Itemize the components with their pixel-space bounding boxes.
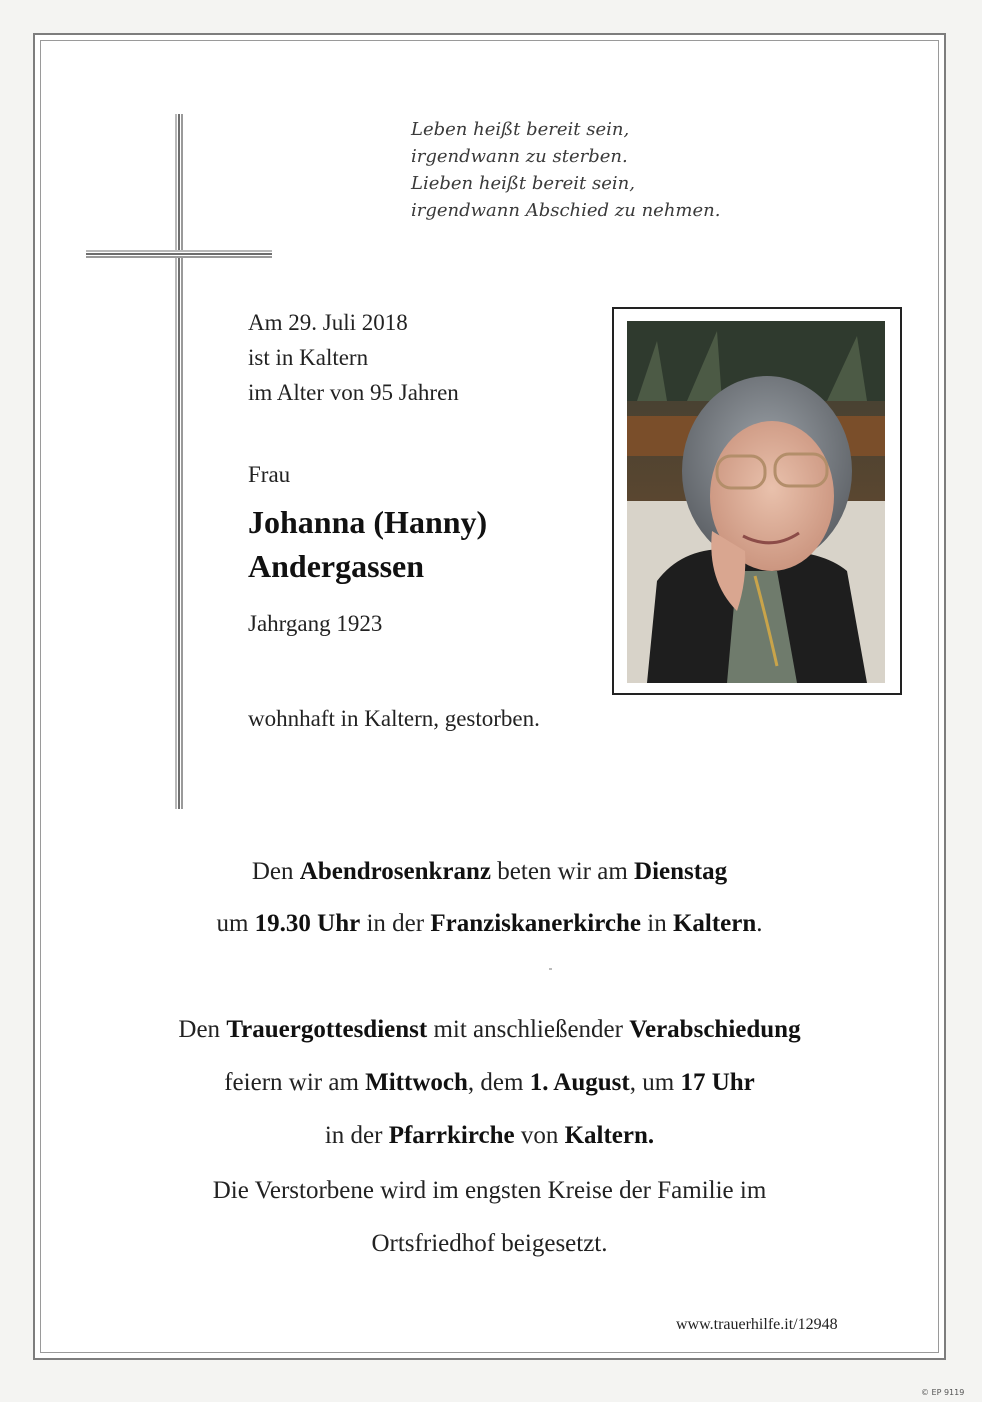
service-line-1 xyxy=(40,1016,939,1044)
portrait-image xyxy=(627,321,885,683)
text: , dem xyxy=(467,1069,530,1096)
death-date: Am 29. Juli 2018 xyxy=(248,310,408,335)
quote-line: irgendwann zu sterben. xyxy=(411,146,628,167)
cross-icon xyxy=(175,114,183,809)
deceased-name xyxy=(248,500,487,588)
print-code: © EP 9119 xyxy=(921,1388,965,1397)
event-farewell: Verabschiedung xyxy=(629,1016,801,1043)
event-church: Franziskanerkirche xyxy=(430,910,641,937)
quote-line: Leben heißt bereit sein, xyxy=(411,119,630,140)
website-link[interactable]: www.trauerhilfe.it/12948 xyxy=(676,1316,838,1333)
event-time: 19.30 Uhr xyxy=(254,910,361,937)
deceased-last-name: Andergassen xyxy=(248,548,425,584)
text: . xyxy=(756,910,763,937)
text: um xyxy=(216,910,255,937)
text: feiern wir am xyxy=(224,1069,366,1096)
text: in der xyxy=(360,910,431,937)
rosary-line-2 xyxy=(40,910,939,938)
event-name: Abendrosenkranz xyxy=(299,858,492,885)
text: Den xyxy=(178,1016,227,1043)
birth-year: Jahrgang 1923 xyxy=(248,611,383,636)
cross-icon-beam xyxy=(86,250,272,258)
death-announcement xyxy=(248,305,459,410)
text: in der xyxy=(324,1122,389,1149)
residence: wohnhaft in Kaltern, gestorben. xyxy=(248,706,540,731)
text: in xyxy=(641,910,673,937)
event-town: Kaltern xyxy=(672,910,757,937)
death-place: ist in Kaltern xyxy=(248,345,369,370)
memorial-quote xyxy=(411,116,720,224)
burial-line-2: Ortsfriedhof beigesetzt. xyxy=(371,1230,608,1257)
event-town: Kaltern. xyxy=(564,1122,655,1149)
text: Den xyxy=(251,858,300,885)
event-date: 1. August xyxy=(529,1069,630,1096)
burial-line-1: Die Verstorbene wird im engsten Kreise der Familie im xyxy=(212,1177,767,1204)
event-time: 17 Uhr xyxy=(680,1069,755,1096)
portrait-photo xyxy=(627,321,885,683)
text: , um xyxy=(629,1069,681,1096)
text: beten wir am xyxy=(491,858,635,885)
quote-line: irgendwann Abschied zu nehmen. xyxy=(411,200,721,221)
text: mit anschließender xyxy=(427,1016,630,1043)
honorific: Frau xyxy=(248,462,291,487)
event-day: Dienstag xyxy=(634,858,728,885)
rosary-line-1 xyxy=(40,858,939,886)
speck xyxy=(549,968,552,970)
event-day: Mittwoch xyxy=(365,1069,468,1096)
age: im Alter von 95 Jahren xyxy=(248,380,459,405)
text: von xyxy=(514,1122,565,1149)
service-line-2 xyxy=(40,1069,939,1097)
service-line-3 xyxy=(40,1122,939,1150)
quote-line: Lieben heißt bereit sein, xyxy=(411,173,635,194)
event-church: Pfarrkirche xyxy=(388,1122,515,1149)
event-name: Trauergottesdienst xyxy=(226,1016,428,1043)
deceased-first-name: Johanna (Hanny) xyxy=(248,504,488,540)
